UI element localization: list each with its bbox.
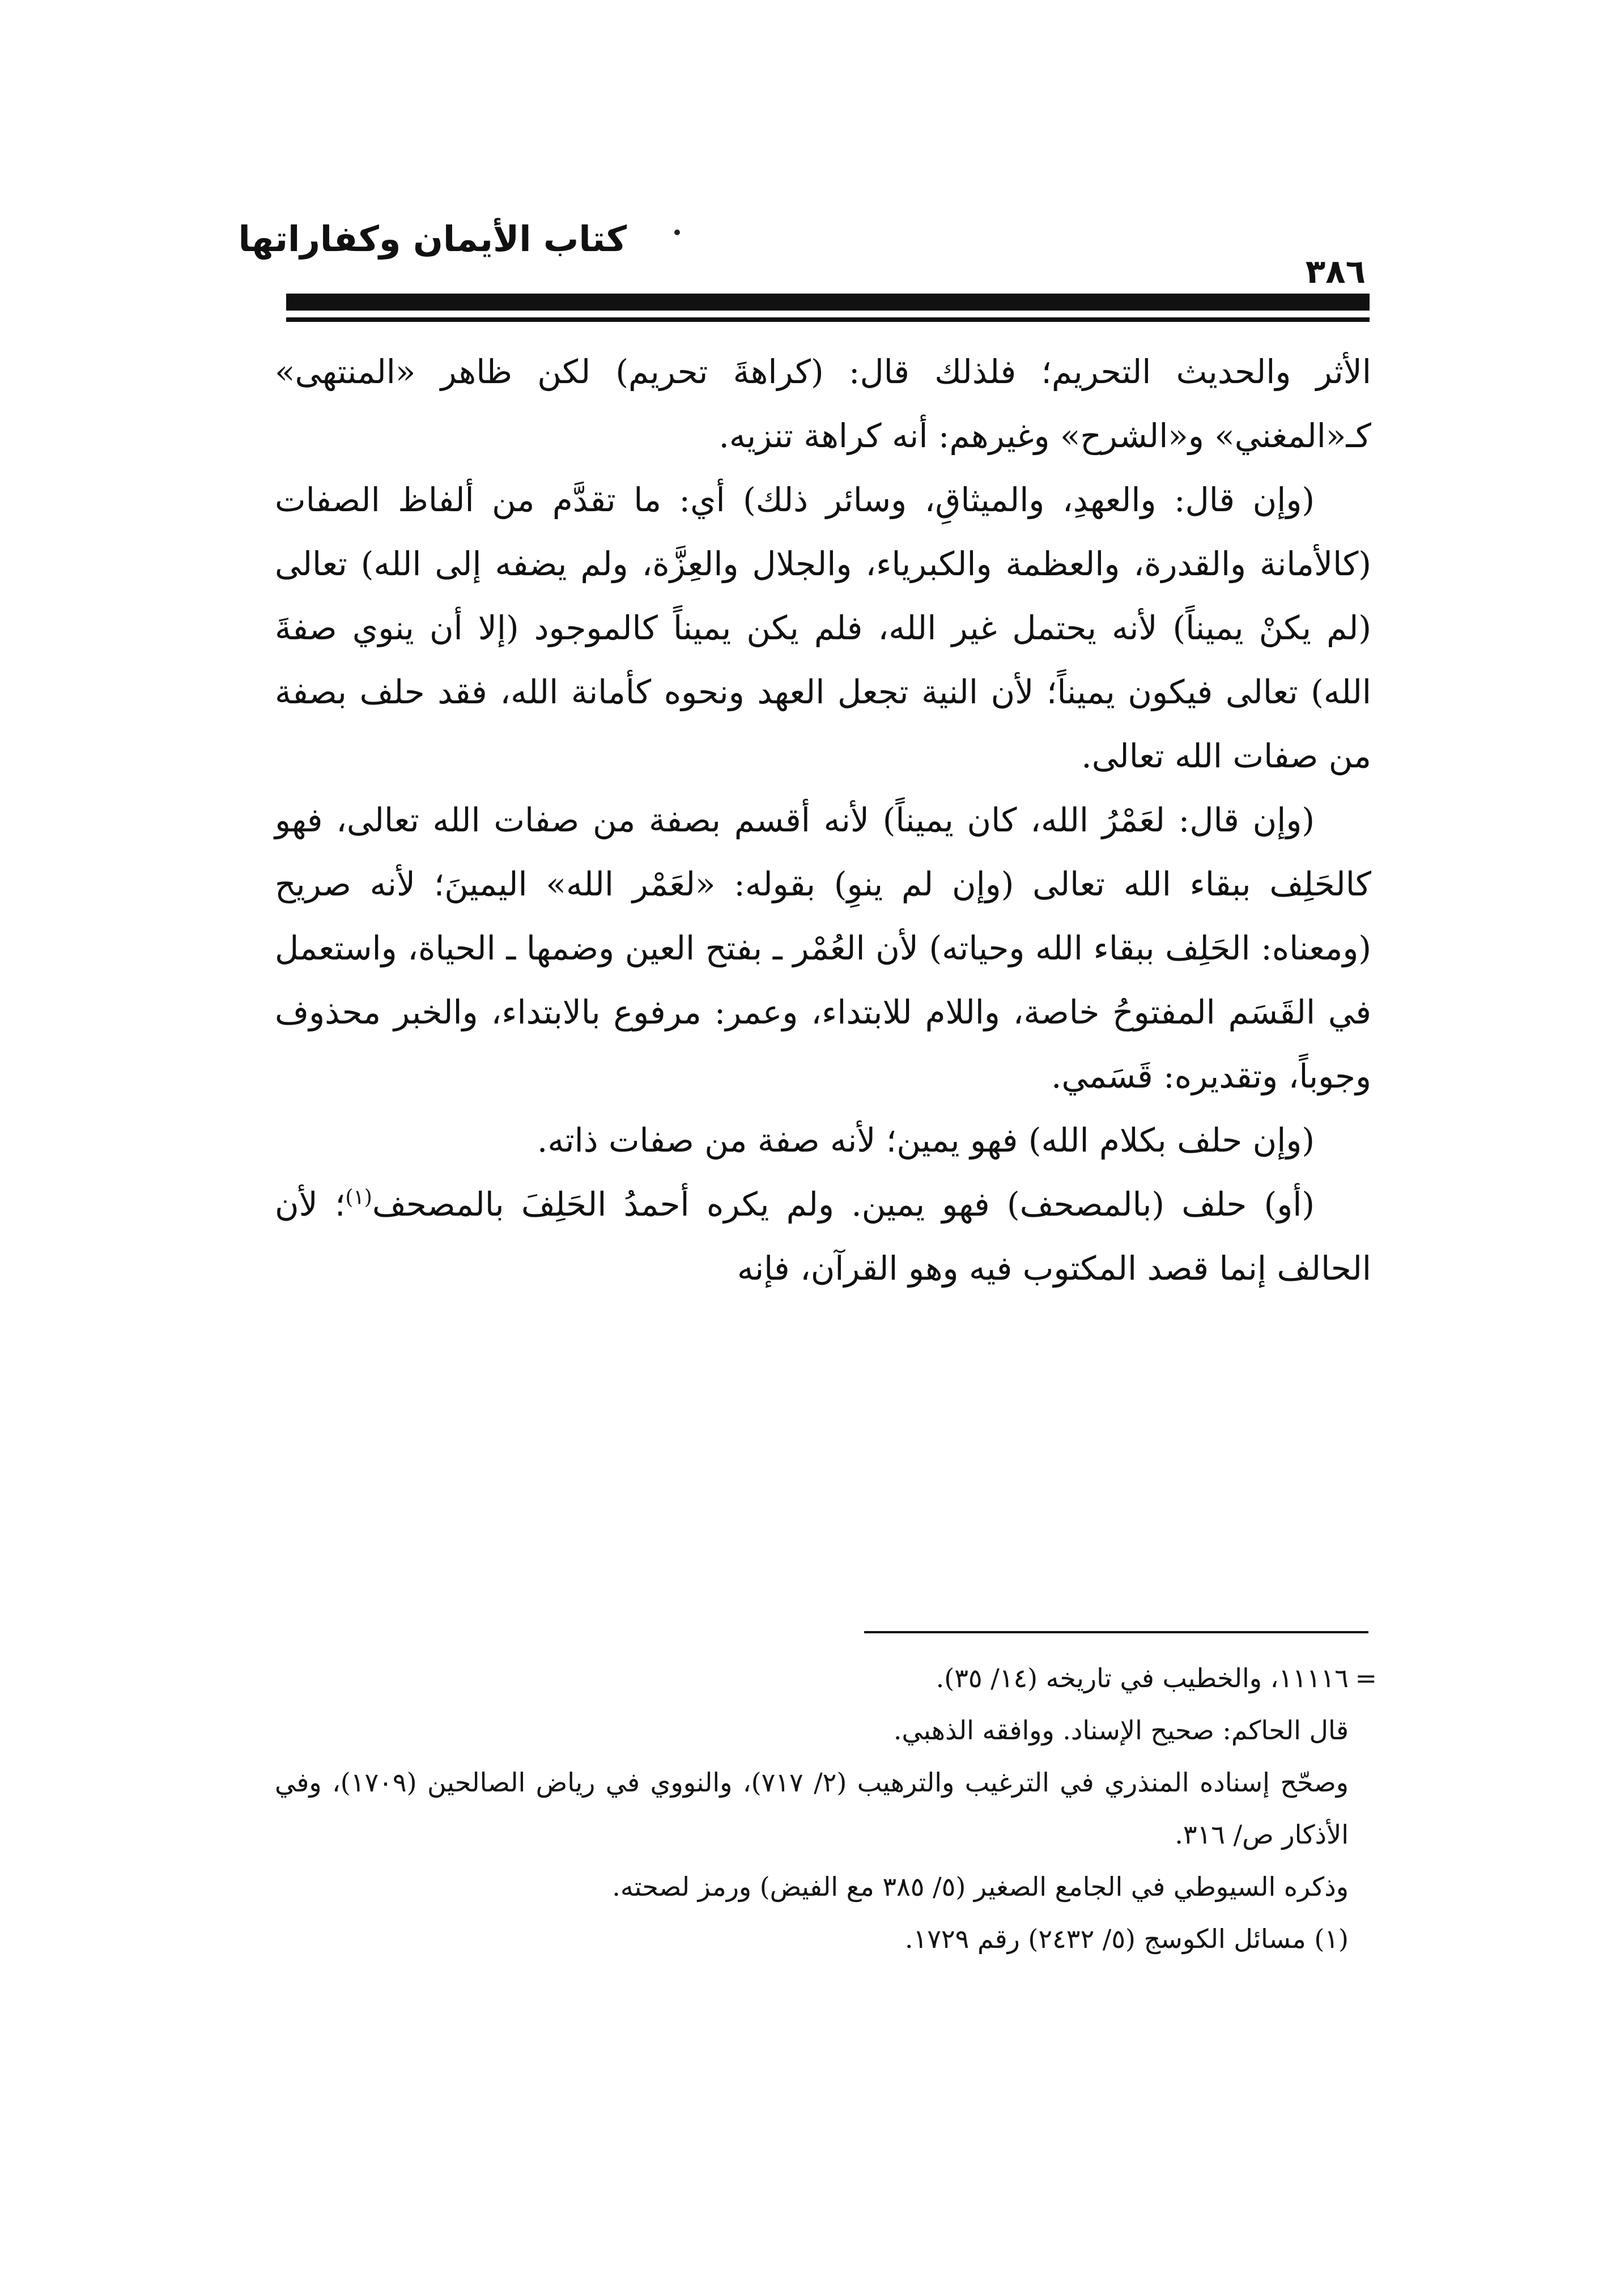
running-title: كتاب الأيمان وكفاراتها [238, 218, 627, 260]
header-dot [674, 230, 680, 235]
footnote-text: ١١١١٦، والخطيب في تاريخه (١٤/ ٣٥). [936, 1663, 1349, 1693]
paragraph-text: ؛ لأن الحالف إنما قصد المكتوب فيه وهو القرآن، فإنه [275, 1185, 1371, 1288]
continuation-sign: = [1355, 1663, 1377, 1693]
page-number: ٣٨٦ [1305, 252, 1366, 291]
footnotes [275, 1652, 1377, 1965]
paragraph: (وإن حلف بكلام الله) فهو يمين؛ لأنه صفة من صفات ذاته. [537, 1121, 1315, 1160]
paragraph: الأثر والحديث التحريم؛ فلذلك قال: (كراهةَ تحريم) لكن ظاهر «المنتهى» كـ«المغني» و«الشرح» وغيرهم: أنه كراهة تنزيه. [275, 353, 1371, 455]
main-text [275, 340, 1371, 1301]
footnote-line: قال الحاكم: صحيح الإسناد. ووافقه الذهبي. [893, 1715, 1349, 1746]
paragraph: (وإن قال: والعهدِ، والميثاقِ، وسائر ذلك) أي: ما تقدَّم من ألفاظ الصفات (كالأمانة والقدرة، والعظمة والكبرياء، والجلال والعِزَّة، ولم يضفه إلى الله) تعالى (لم يكنْ يميناً) لأنه يحتمل غير الله، فلم يكن يميناً كالموجود (إلا أن ينوي صفةَ الله) تعالى فيكون يميناً؛ لأن النية تجعل العهد ونحوه كأمانة الله، فقد حلف بصفة من صفات الله تعالى. [275, 481, 1371, 775]
paragraph [275, 1173, 1371, 1301]
footnote-line: وذكره السيوطي في الجامع الصغير (٥/ ٣٨٥ مع الفيض) ورمز لصحته. [612, 1871, 1349, 1902]
footnote-line: (١) مسائل الكوسج (٥/ ٢٤٣٢) رقم ١٧٢٩. [904, 1923, 1349, 1954]
footnote-reference[interactable]: (١) [345, 1186, 372, 1209]
header-rule-thin [286, 317, 1370, 322]
footnote-separator [864, 1631, 1368, 1633]
paragraph: (وإن قال: لعَمْرُ الله، كان يميناً) لأنه أقسم بصفة من صفات الله تعالى، فهو كالحَلِف ببقاء الله تعالى (وإن لم ينوِ) بقوله: «لعَمْر الله» اليمينَ؛ لأنه صريح (ومعناه: الحَلِف ببقاء الله وحياته) لأن العُمْر ـ بفتح العين وضمها ـ الحياة، واستعمل في القَسَم المفتوحُ خاصة، واللام للابتداء، وعمر: مرفوع بالابتداء، والخبر محذوف وجوباً، وتقديره: قَسَمي. [275, 801, 1371, 1095]
header-rule-thick [286, 294, 1370, 311]
footnote-line: وصحّح إسناده المنذري في الترغيب والترهيب (٢/ ٧١٧)، والنووي في رياض الصالحين (١٧٠٩)، وفي الأذكار ص/ ٣١٦. [275, 1767, 1349, 1850]
paragraph-text: (أو) حلف (بالمصحف) فهو يمين. ولم يكره أحمدُ الحَلِفَ بالمصحف [372, 1185, 1315, 1224]
footnote-line [275, 1652, 1377, 1704]
